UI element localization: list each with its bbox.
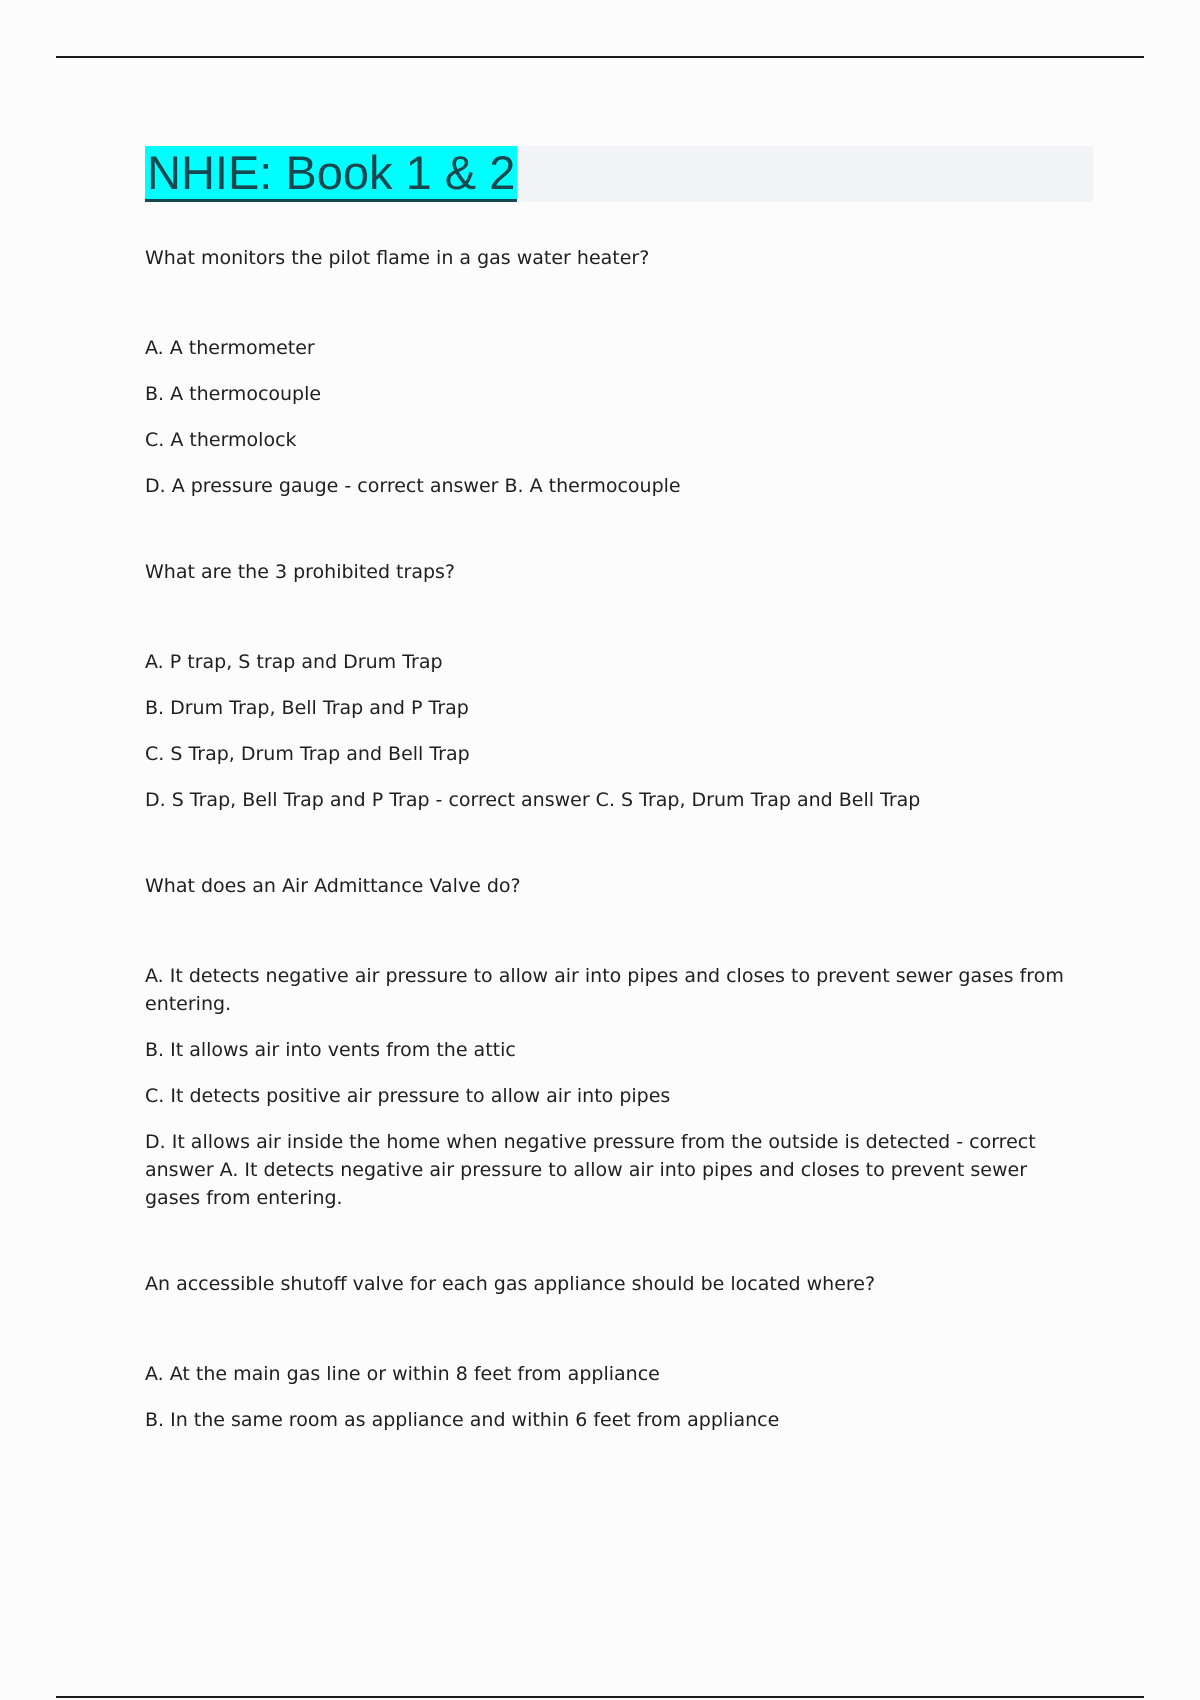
answer-option: A. P trap, S trap and Drum Trap — [145, 651, 443, 673]
answer-option: D. A pressure gauge - correct answer B. A thermocouple — [145, 475, 681, 497]
question-text: What monitors the pilot flame in a gas water heater? — [145, 247, 650, 269]
question-block — [145, 1270, 1085, 1434]
document-title: NHIE: Book 1 & 2 — [145, 146, 517, 202]
answer-option: A. At the main gas line or within 8 feet from appliance — [145, 1363, 660, 1385]
answer-option: B. A thermocouple — [145, 383, 322, 405]
question-block — [145, 872, 1085, 1212]
answer-option: A. It detects negative air pressure to allow air into pipes and closes to prevent sewer gases from entering. — [145, 965, 1064, 1015]
answer-option: B. Drum Trap, Bell Trap and P Trap — [145, 697, 469, 719]
answer-option: C. S Trap, Drum Trap and Bell Trap — [145, 743, 470, 765]
question-text: An accessible shutoff valve for each gas appliance should be located where? — [145, 1273, 876, 1295]
question-list — [145, 244, 1085, 1492]
answer-option: D. S Trap, Bell Trap and P Trap - correct answer C. S Trap, Drum Trap and Bell Trap — [145, 789, 921, 811]
answer-option: B. In the same room as appliance and within 6 feet from appliance — [145, 1409, 780, 1431]
question-text: What does an Air Admittance Valve do? — [145, 875, 521, 897]
top-rule — [56, 56, 1144, 58]
answer-option: C. A thermolock — [145, 429, 297, 451]
answer-option: D. It allows air inside the home when negative pressure from the outside is detected - correct answer A. It detects negative air pressure to allow air into pipes and closes to prevent sewer gases from entering. — [145, 1131, 1036, 1209]
question-block — [145, 244, 1085, 500]
bottom-rule — [56, 1696, 1144, 1698]
answer-option: B. It allows air into vents from the attic — [145, 1039, 516, 1061]
question-block — [145, 558, 1085, 814]
question-text: What are the 3 prohibited traps? — [145, 561, 456, 583]
answer-option: A. A thermometer — [145, 337, 315, 359]
answer-option: C. It detects positive air pressure to allow air into pipes — [145, 1085, 671, 1107]
